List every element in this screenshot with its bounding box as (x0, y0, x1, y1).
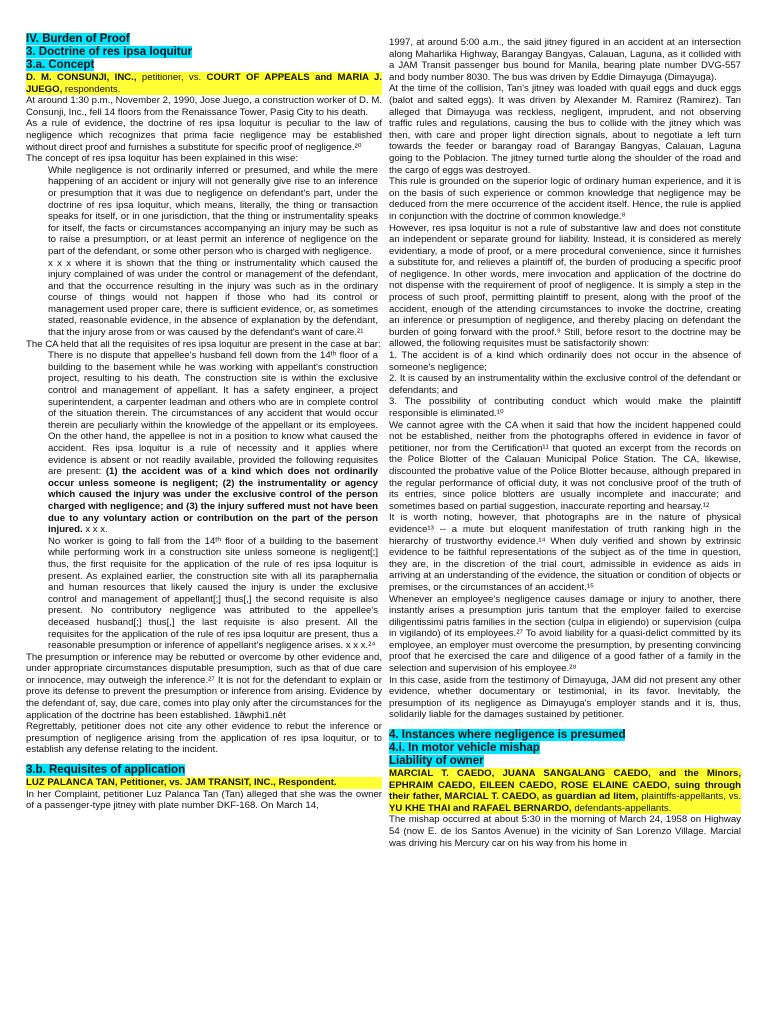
paragraph: The CA held that all the requisites of res ipsa loquitur are present in the case at bar: (26, 338, 381, 350)
heading-instances-presumed: 4. Instances where negligence is presumed (389, 729, 626, 742)
case-title-tan: LUZ PALANCA TAN, Petitioner, vs. JAM TRANSIT, INC., Respondent. (26, 777, 382, 789)
paragraph: 1997, at around 5:00 a.m., the said jitney figured in an accident at an intersection along Maharlika Highway, Barangay Bangyas, Calauan, Laguna, as it collided with a JAM Transit passenger bus bound for Manila, bearing plate number DVG-557 and body number 8030. The bus was driven by Eddie Dimayuga (Dimayuga). (389, 37, 741, 83)
case-title-caedo: MARCIAL T. CAEDO, JUANA SANGALANG CAEDO, and the Minors, EPHRAIM CAEDO, EILEEN CAEDO, ROSE ELAINE CAEDO, suing through their father, MARCIAL T. CAEDO, as guardian ad litem, plaintiffs-appellants, vs. YU KHE THAI and RAFAEL BERNARDO, defendants-appellants. (389, 768, 741, 814)
quote-block: While negligence is not ordinarily inferred or presumed, and while the mere happening of an accident or injury will not generally give rise to an inference or presumption that it was due to negligence on defendant's part, under the doctrine of res ipsa loquitur, which means, literally, the thing or transaction speaks for itself, or in one jurisdiction, that the thing or instrumentality speaks for itself, the facts or circumstances accompanying an injury may be such as to raise a presumption, or at least permit an inference of negligence on the part of the defendant, or some other person who is charged with negligence. (48, 164, 378, 257)
paragraph: At the time of the collision, Tan's jitney was loaded with quail eggs and duck eggs (balot and salted eggs). It was driven by Alexander M. Ramirez (Ramirez). Tan alleged that Dimayuga was reckless, negligent, imprudent, and not observing traffic rules and regulations, causing the bus to collide with the jitney which was then, with care and proper light direction signals, about to negotiate a left turn towards the feeder or barangay road of Barangay Bangyas, Calauan, Laguna going to the Poblacion. The jitney turned turtle along the shoulder of the road and the cargo of eggs was destroyed. (389, 83, 741, 176)
paragraph: It is worth noting, however, that photographs are in the nature of physical evidence¹³ -- a mute but eloquent manifestation of truth ranking high in the hierarchy of trustworthy evidence.¹⁴ When duly verified and shown by extrinsic evidence to be faithful representations of the subject as of the time in question, they are, in the discretion of the trial court, admissible in evidence as aids in arriving at an understanding of the evidence, the situation or condition of objects or premises, or the circumstances of an accident.¹⁵ (389, 512, 741, 593)
paragraph: As a rule of evidence, the doctrine of res ipsa loquitur is peculiar to the law of negligence which recognizes that prima facie negligence may be established without direct proof and furnishes a substitute for specific proof of negligence.²⁰ (26, 118, 382, 153)
paragraph: The concept of res ipsa loquitur has been explained in this wise: (26, 153, 298, 165)
left-column (26, 33, 382, 812)
quote-block: There is no dispute that appellee's husband fell down from the 14ᵗʰ floor of a building to the basement while he was working with appellant's construction project, resulting to his death. The construction site is within the exclusive control and management of appellant. It has a safety engineer, a project superintendent, a carpenter leadman and others who are in complete control of the situation therein. The circumstances of any accident that would occur therein are peculiarly within the knowledge of the appellant or its employees. On the other hand, the appellee is not in a position to know what caused the accident. Res ipsa loquitur is a rule of necessity and it applies where evidence is absent or not readily available, provided the following requisites are present: (1) the accident was of a kind which does not ordinarily occur unless someone is negligent; (2) the instrumentality or agency which caused the injury was under the exclusive control of the person charged with negligence; and (3) the injury suffered must not have been due to any voluntary action or contribution on the part of the person injured. x x x. (48, 350, 378, 536)
paragraph: Regrettably, petitioner does not cite any other evidence to rebut the inference or presumption of negligence arising from the application of res ipsa loquitur, or to establish any defense relating to the incident. (26, 721, 382, 756)
paragraph: At around 1:30 p.m., November 2, 1990, Jose Juego, a construction worker of D. M. Consunji, Inc., fell 14 floors from the Renaissance Tower, Pasig City to his death. (26, 95, 382, 118)
paragraph: Whenever an employee's negligence causes damage or injury to another, there instantly arises a presumption juris tantum that the employer failed to exercise diligentissimi patris families in the section (culpa in eligiendo) or supervision (culpa in vigilando) of its employees.²⁷ To avoid liability for a quasi-delict committed by its employee, an employer must overcome the presumption, by presenting convincing proof that he exercised the care and diligence of a good father of a family in the selection and supervision of his employee.²⁸ (389, 593, 741, 675)
requisite-item: 3. The possibility of contributing conduct which would make the plaintiff responsible is eliminated.¹⁰ (389, 396, 741, 419)
heading-requisites: 3.b. Requisites of application (26, 764, 186, 777)
paragraph: The presumption or inference may be rebutted or overcome by other evidence and, under appropriate circumstances disputable presumption, such as that of due care or innocence, may outweigh the inference.²⁷ It is not for the defendant to explain or prove its defense to prevent the presumption or inference from arising. Evidence by the defendant of, say, due care, comes into play only after the circumstances for the application of the doctrine has been established. 1ãwphi1.nêt (26, 651, 382, 721)
heading-burden-of-proof: IV. Burden of Proof (26, 33, 130, 45)
heading-motor-vehicle: 4.i. In motor vehicle mishap (389, 742, 540, 755)
heading-res-ipsa-loquitur: 3. Doctrine of res ipsa loquitur (26, 46, 193, 58)
paragraph: The mishap occurred at about 5:30 in the morning of March 24, 1958 on Highway 54 (now E. de los Santos Avenue) in the vicinity of San Lorenzo Village. Marcial was driving his Mercury car on his way from his home in (389, 814, 741, 849)
quote-block: x x x where it is shown that the thing or instrumentality which caused the injury complained of was under the control or management of the defendant, and that the occurrence resulting in the injury was such as in the ordinary course of things would not happen if those who had its control or management used proper care, there is sufficient evidence, or, as sometimes stated, reasonable evidence, in the absence of explanation by the defendant, that the injury arose from or was caused by the defendant's want of care.²¹ (48, 257, 378, 339)
paragraph: We cannot agree with the CA when it said that how the incident happened could not be established, neither from the photographs offered in evidence in favor of petitioner, nor from the Certification¹¹ that quoted an excerpt from the records on the Police Blotter of the Calauan Municipal Police Station. The CA, likewise, discounted the probative value of the Police Blotter because, although prepared in the regular performance of official duty, it was not conclusive proof of the truth of its entries, since police blotters are usually incomplete and inaccurate; and sometimes based on partial suggestion, inaccurate reporting and hearsay.¹² (389, 419, 741, 512)
case-title-consunji: D. M. CONSUNJI, INC., petitioner, vs. COURT OF APPEALS and MARIA J. JUEGO, respondents. (26, 72, 383, 95)
quote-block: No worker is going to fall from the 14ᵗʰ floor of a building to the basement while performing work in a construction site unless someone is negligent[;] thus, the first requisite for the application of the rule of res ipsa loquitur is present. As explained earlier, the construction site with all its paraphernalia and human resources that likely caused the injury is under the exclusive control and management of appellant[;] thus[,] the second requisite is also present. No contributory negligence was attributed to the appellee's deceased husband[;] thus[,] the last requisite is also present. All the requisites for the application of the rule of res ipsa loquitur are present, thus a reasonable presumption or inference of appellant's negligence arises. x x x.²⁴ (48, 535, 378, 652)
requisite-item: 1. The accident is of a kind which ordinarily does not occur in the absence of someone's negligence; (389, 350, 741, 373)
paragraph: In her Complaint, petitioner Luz Palanca Tan (Tan) alleged that she was the owner of a passenger-type jitney with plate number DKF-168. On March 14, (26, 788, 382, 812)
heading-liability-owner: Liability of owner (389, 755, 484, 768)
right-column (389, 37, 741, 849)
requisite-item: 2. It is caused by an instrumentality within the exclusive control of the defendant or defendants; and (389, 373, 741, 396)
paragraph: However, res ipsa loquitur is not a rule of substantive law and does not constitute an independent or separate ground for liability. Instead, it is considered as merely evidentiary, a mode of proof, or a mere procedural convenience, since it furnishes a substitute for, and relieves a plaintiff of, the burden of producing a specific proof of negligence. In other words, mere invocation and application of the doctrine do not dispense with the requirement of proof of negligence. It is simply a step in the process of such proof, permitting plaintiff to present, along with the proof of the accident, enough of the attending circumstances to invoke the doctrine, creating an inference or presumption of negligence, and thereby placing on defendant the burden of going forward with the proof.⁹ Still, before resort to the doctrine may be allowed, the following requisites must be satisfactorily shown: (389, 222, 741, 350)
paragraph: This rule is grounded on the superior logic of ordinary human experience, and it is on the basis of such experience or common knowledge that negligence may be deduced from the mere occurrence of the accident itself. Hence, the rule is applied in conjunction with the doctrine of common knowledge.⁸ (389, 176, 741, 222)
paragraph: In this case, aside from the testimony of Dimayuga, JAM did not present any other evidence, whether documentary or testimonial, in its favor. Inevitably, the presumption of its negligence as Dimayuga's employer stands and it is, thus, solidarily liable for the damages sustained by petitioner. (389, 674, 741, 721)
heading-concept: 3.a. Concept (26, 59, 95, 71)
